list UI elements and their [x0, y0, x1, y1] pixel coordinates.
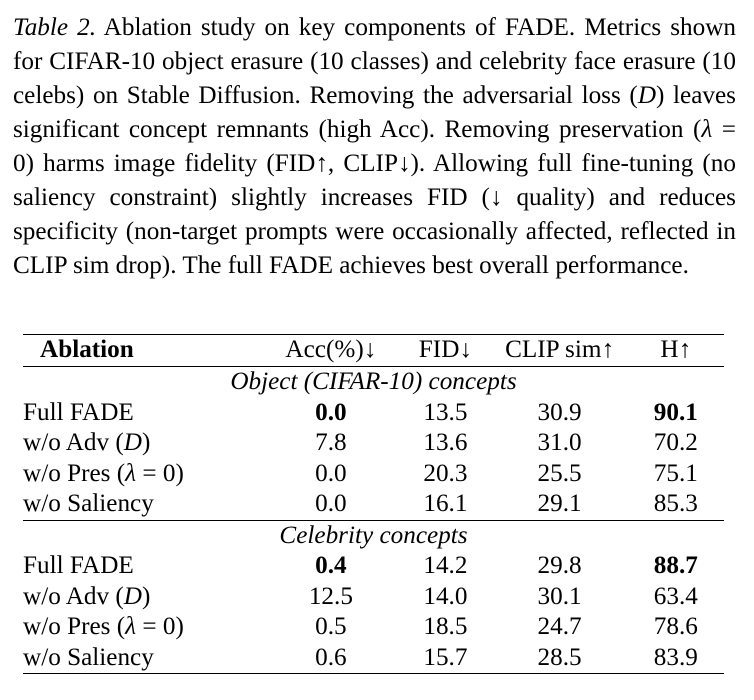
acc-cell: 0.6 [262, 643, 399, 674]
ablation-text: w/o Saliency [23, 643, 154, 671]
clip-cell: 31.0 [537, 429, 582, 456]
acc-cell: 7.8 [315, 429, 347, 456]
group-title-celebrity: Celebrity concepts [23, 520, 724, 551]
row-ablation-cell [23, 428, 262, 459]
ablation-var: D [123, 582, 142, 610]
clip-cell: 28.5 [492, 643, 628, 674]
caption-text-3: = 0) harms image fidelity (FID↑, CLIP↓). Allowing full fine-tuning (no saliency constraint) slightly increases FID (↓ quality) and reduces specificity (non-target prompts were occasionally affected, reflected in CLIP sim drop). The full FADE achieves best overall performance. [13, 116, 736, 279]
h-cell: 75.1 [653, 459, 698, 487]
header-row [23, 335, 724, 367]
table-row [23, 398, 724, 429]
table-row [23, 612, 724, 643]
row-ablation-cell [23, 612, 262, 643]
row-ablation-cell [23, 398, 262, 429]
ablation-table [23, 334, 724, 674]
caption-text-2: ) leaves significant concept remnants (high Acc). Removing preservation ( [13, 82, 736, 143]
header-ablation: Ablation [23, 335, 262, 367]
h-cell: 70.2 [653, 429, 698, 456]
acc-cell: 0.0 [315, 490, 347, 517]
row-ablation-cell [23, 459, 262, 490]
clip-cell: 29.1 [537, 490, 582, 517]
ablation-text: w/o Pres ( [23, 613, 126, 640]
clip-cell: 29.8 [537, 552, 582, 579]
caption-text-1: Ablation study on key components of FADE. Metrics shown for CIFAR-10 object erasure (10 classes) and celebrity face erasure (10 celebs) on Stable Diffusion. Removing the adversarial loss ( [13, 14, 736, 109]
row-ablation-cell [23, 643, 262, 674]
header-fid: FID↓ [399, 335, 491, 367]
header-h: H↑ [628, 335, 724, 367]
ablation-text: w/o Pres ( [23, 459, 126, 487]
fid-cell: 20.3 [423, 459, 468, 487]
group-title-row [23, 520, 724, 551]
row-ablation-cell [23, 489, 262, 520]
h-cell: 83.9 [628, 643, 724, 674]
ablation-text: w/o Saliency [23, 490, 154, 517]
fid-cell: 16.1 [423, 490, 468, 517]
table-caption [13, 11, 736, 283]
group-title-row [23, 367, 724, 398]
h-cell: 85.3 [653, 490, 698, 517]
caption-label: Table 2. [13, 14, 97, 41]
table-row [23, 428, 724, 459]
table-row [23, 582, 724, 613]
ablation-text: w/o Adv ( [23, 429, 124, 456]
acc-cell: 0.0 [315, 398, 347, 426]
header-acc: Acc(%)↓ [262, 335, 399, 367]
header-clip: CLIP sim↑ [492, 335, 628, 367]
ablation-text-post: = 0) [136, 613, 184, 640]
h-cell: 63.4 [653, 582, 698, 610]
fid-cell: 14.0 [423, 582, 468, 610]
acc-cell: 0.5 [315, 613, 347, 640]
row-ablation-cell [23, 582, 262, 613]
ablation-var: D [123, 429, 142, 456]
fid-cell: 15.7 [399, 643, 491, 674]
clip-cell: 30.1 [537, 582, 582, 610]
clip-cell: 25.5 [537, 459, 582, 487]
clip-cell: 30.9 [537, 398, 582, 426]
table-row [23, 551, 724, 582]
ablation-text-post: ) [141, 582, 151, 610]
h-cell: 90.1 [653, 398, 698, 426]
row-ablation-cell [23, 551, 262, 582]
h-cell: 78.6 [653, 613, 698, 640]
ablation-text: Full FADE [23, 398, 134, 426]
ablation-var: λ [125, 459, 137, 487]
table-row [23, 643, 724, 674]
ablation-text: Full FADE [23, 552, 134, 579]
table-row [23, 459, 724, 490]
fid-cell: 13.6 [423, 429, 468, 456]
fid-cell: 18.5 [423, 613, 468, 640]
caption-var-d: D [637, 82, 657, 109]
caption-var-lambda: λ [701, 116, 713, 143]
acc-cell: 0.4 [315, 552, 347, 579]
acc-cell: 0.0 [315, 459, 347, 487]
ablation-text: w/o Adv ( [23, 582, 124, 610]
ablation-text-post: = 0) [136, 459, 184, 487]
fid-cell: 13.5 [423, 398, 468, 426]
clip-cell: 24.7 [537, 613, 582, 640]
table-row [23, 489, 724, 520]
ablation-var: λ [125, 613, 137, 640]
group-title-object: Object (CIFAR-10) concepts [230, 368, 517, 395]
acc-cell: 12.5 [308, 582, 353, 610]
fid-cell: 14.2 [423, 552, 468, 579]
h-cell: 88.7 [653, 552, 698, 579]
ablation-text-post: ) [141, 429, 151, 456]
